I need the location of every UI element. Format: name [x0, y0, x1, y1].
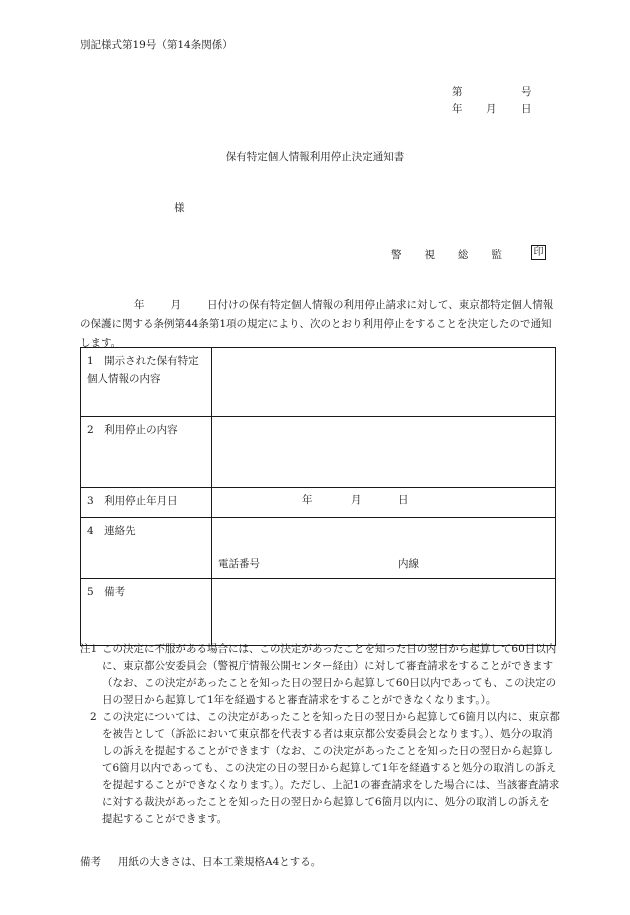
note-number: 注1: [80, 643, 98, 655]
note-text: この決定に不服がある場合には、この決定があったことを知った日の翌日から起算して60日以内に、東京都公安委員会（警視庁情報公開センター経由）に対して審査請求をすることができます（なお、この決定があったことを知った日の翌日から起算して60日以内であっても、この決定の日の翌日から起算して1年を経過すると審査請求をすることができなくなります。）。: [102, 643, 557, 706]
document-title: 保有特定個人情報利用停止決定通知書: [225, 151, 405, 163]
suspension-year: 年: [302, 494, 313, 506]
remark-label: 備考: [80, 856, 101, 868]
row-value-contact: [212, 518, 556, 579]
suspension-day: 日: [398, 494, 409, 506]
phone-number-label: 電話番号: [218, 558, 260, 570]
table-row: [81, 579, 556, 646]
issue-date-year: 年: [452, 103, 463, 115]
note-number: 2: [90, 711, 97, 723]
issue-date-day: 日: [521, 103, 532, 115]
extension-label: 内線: [398, 558, 419, 570]
row-label-suspension-content: 2 利用停止の内容: [81, 417, 212, 488]
remark-line: [80, 854, 321, 869]
note-item: [80, 641, 560, 709]
notes-section: [80, 641, 560, 828]
intro-text: 日付けの保有特定個人情報の利用停止請求に対して、東京都特定個人情報の保護に関する条例第44条第1項の規定により、次のとおり利用停止をすることを決定したので通知します。: [80, 299, 554, 349]
document-number-suffix: 号: [521, 86, 532, 98]
issuer-char: 視: [424, 249, 436, 261]
table-row: [81, 417, 556, 488]
form-label: 別記様式第19号（第14条関係）: [80, 39, 233, 51]
intro-year: 年: [134, 299, 145, 311]
recipient-honorific: 様: [174, 202, 185, 214]
issue-date-month: 月: [486, 103, 497, 115]
document-number-label: 第: [452, 86, 463, 98]
suspension-month: 月: [351, 494, 362, 506]
row-value-suspension-date: [212, 488, 556, 518]
decision-table: [80, 347, 556, 646]
row-value-remarks: [212, 579, 556, 646]
note-text: この決定については、この決定があったことを知った日の翌日から起算して6箇月以内に、東京都を被告として（訴訟において東京都を代表する者は東京都公安委員会となります。）、処分の取消しの訴えを提起することができます（なお、この決定があったことを知った日の翌日から起算して6箇月以内であっても、この決定の日の翌日から起算して1年を経過すると処分の取消しの訴えを提起することができなくなります。）。ただし、上記1の審査請求をした場合には、当該審査請求に対する裁決があったことを知った日の翌日から起算して6箇月以内に、処分の取消しの訴えを提起することができます。: [102, 711, 560, 825]
row-label-remarks: 5 備考: [81, 579, 212, 646]
issuer-char: 総: [458, 249, 470, 261]
issuer-char: 監: [491, 249, 503, 261]
row-label-suspension-date: 3 利用停止年月日: [81, 488, 212, 518]
row-value-disclosed-info: [212, 348, 556, 417]
seal-stamp: 印: [531, 245, 546, 260]
table-row: [81, 518, 556, 579]
note-item: [80, 709, 560, 828]
remark-text: 用紙の大きさは、日本工業規格A4とする。: [118, 856, 322, 868]
table-row: [81, 488, 556, 518]
table-row: [81, 348, 556, 417]
issuer-char: 警: [391, 249, 403, 261]
row-label-disclosed-info: 1 開示された保有特定個人情報の内容: [81, 348, 212, 417]
intro-paragraph: [80, 296, 560, 353]
row-label-contact: 4 連絡先: [81, 518, 212, 579]
row-value-suspension-content: [212, 417, 556, 488]
issuer-name: [391, 247, 503, 262]
intro-month: 月: [170, 299, 181, 311]
